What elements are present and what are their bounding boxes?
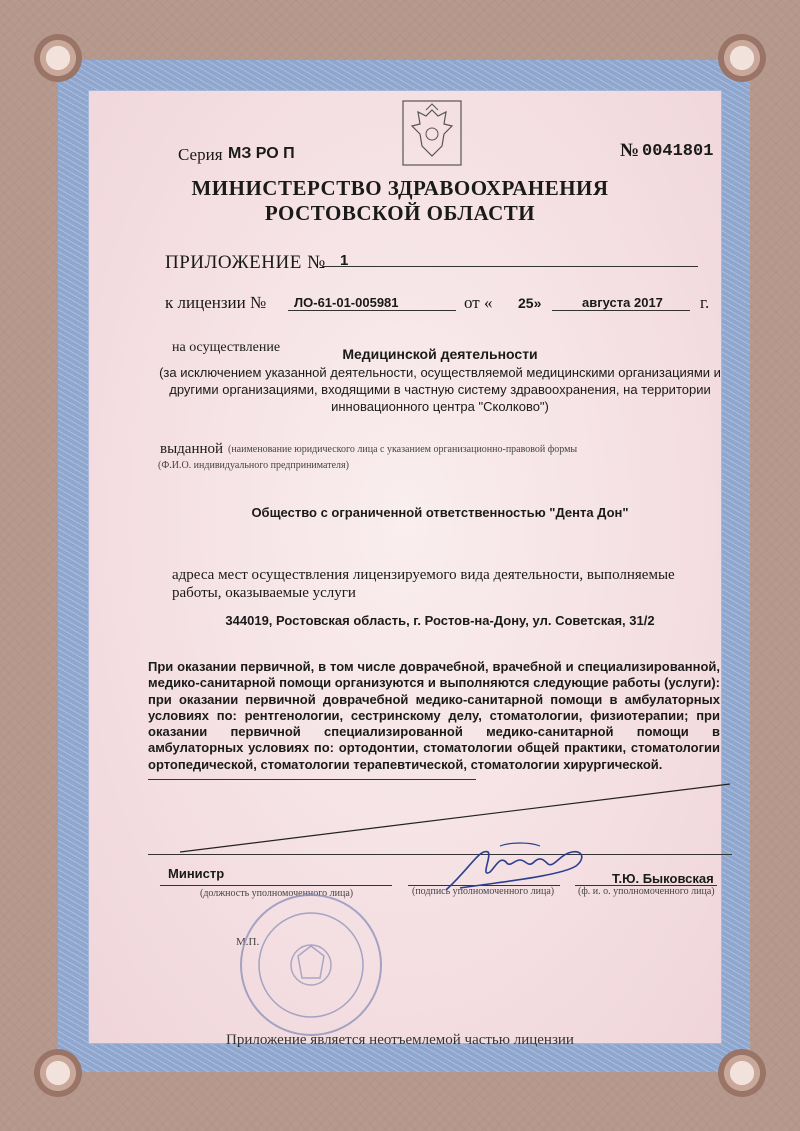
activity-description: (за исключением указанной деятельности, осуществляемой медицинскими организациями и другими организациями, входящими в частную систему здравоохранения, на территории инновационного центра "Сколково") (159, 365, 721, 414)
corner-rosette (714, 1045, 770, 1101)
coat-of-arms-emblem (402, 100, 462, 166)
issued-note-line1: (наименование юридического лица с указанием организационно-правовой формы (228, 444, 578, 455)
services-text: При оказании первичной, в том числе доврачебной, врачебной и специализированной, медико-санитарной помощи организуются и выполняются следующие работы (услуги): при оказании первичной доврачебной медико-санитарной помощи в амбулаторных условиях по: рентгенологии, сестринскому делу, стоматологии, физиотерапии; при оказании первичной специализированной медико-санитарной помощи в амбулаторных условиях по: ортодонтии, стоматологии общей практики, стоматологии ортопедической, стоматологии терапевтической, стоматологии хирургической. (148, 659, 720, 772)
corner-rosette (30, 30, 86, 86)
license-number-line (288, 310, 456, 311)
series-label: Серия (178, 145, 223, 164)
license-prefix: к лицензии № (165, 293, 267, 312)
signature-caption: (подпись уполномоченного лица) (412, 886, 555, 897)
activity-label: на осуществление (172, 340, 281, 355)
official-seal-stamp (236, 890, 386, 1040)
organization-name: Общество с ограниченной ответственностью "Дента Дон" (251, 505, 629, 520)
corner-rosette (714, 30, 770, 86)
stamp-label: М.П. (236, 936, 260, 948)
handwritten-signature (440, 838, 590, 898)
footer-note: Приложение является неотъемлемой частью лицензии (226, 1032, 574, 1048)
appendix-number-line (322, 266, 698, 267)
position-caption: (должность уполномоченного лица) (200, 888, 354, 899)
appendix-number: 1 (340, 252, 349, 269)
name-caption: (ф. и. о. уполномоченного лица) (578, 886, 715, 897)
activity-address: 344019, Ростовская область, г. Ростов-на-Дону, ул. Советская, 31/2 (225, 613, 655, 628)
issued-note-line2: (Ф.И.О. индивидуального предпринимателя) (158, 460, 349, 471)
signatory-name: Т.Ю. Быковская (612, 871, 714, 886)
activity-title: Медицинской деятельности (342, 346, 538, 362)
corner-rosette (30, 1045, 86, 1101)
license-date-line (552, 310, 690, 311)
license-year-suffix: г. (700, 293, 710, 312)
series-value: МЗ РО П (228, 145, 295, 162)
ministry-title-line1: МИНИСТЕРСТВО ЗДРАВООХРАНЕНИЯ (191, 176, 609, 200)
signatory-position: Министр (168, 866, 225, 881)
blank-number: 0041801 (642, 142, 714, 161)
ministry-title-line2: РОСТОВСКОЙ ОБЛАСТИ (264, 201, 536, 225)
license-month-year: августа 2017 (582, 295, 663, 310)
issued-label: выданной (160, 441, 224, 457)
license-day: 25» (518, 295, 542, 311)
addresses-label: адреса мест осуществления лицензируемого вида деятельности, выполняемые работы, оказываемые услуги (172, 567, 675, 601)
license-from-label: от « (464, 293, 493, 312)
position-line (160, 885, 392, 886)
number-label: № (620, 140, 640, 161)
license-number: ЛО-61-01-005981 (294, 295, 399, 310)
appendix-label: ПРИЛОЖЕНИЕ № (165, 252, 326, 273)
